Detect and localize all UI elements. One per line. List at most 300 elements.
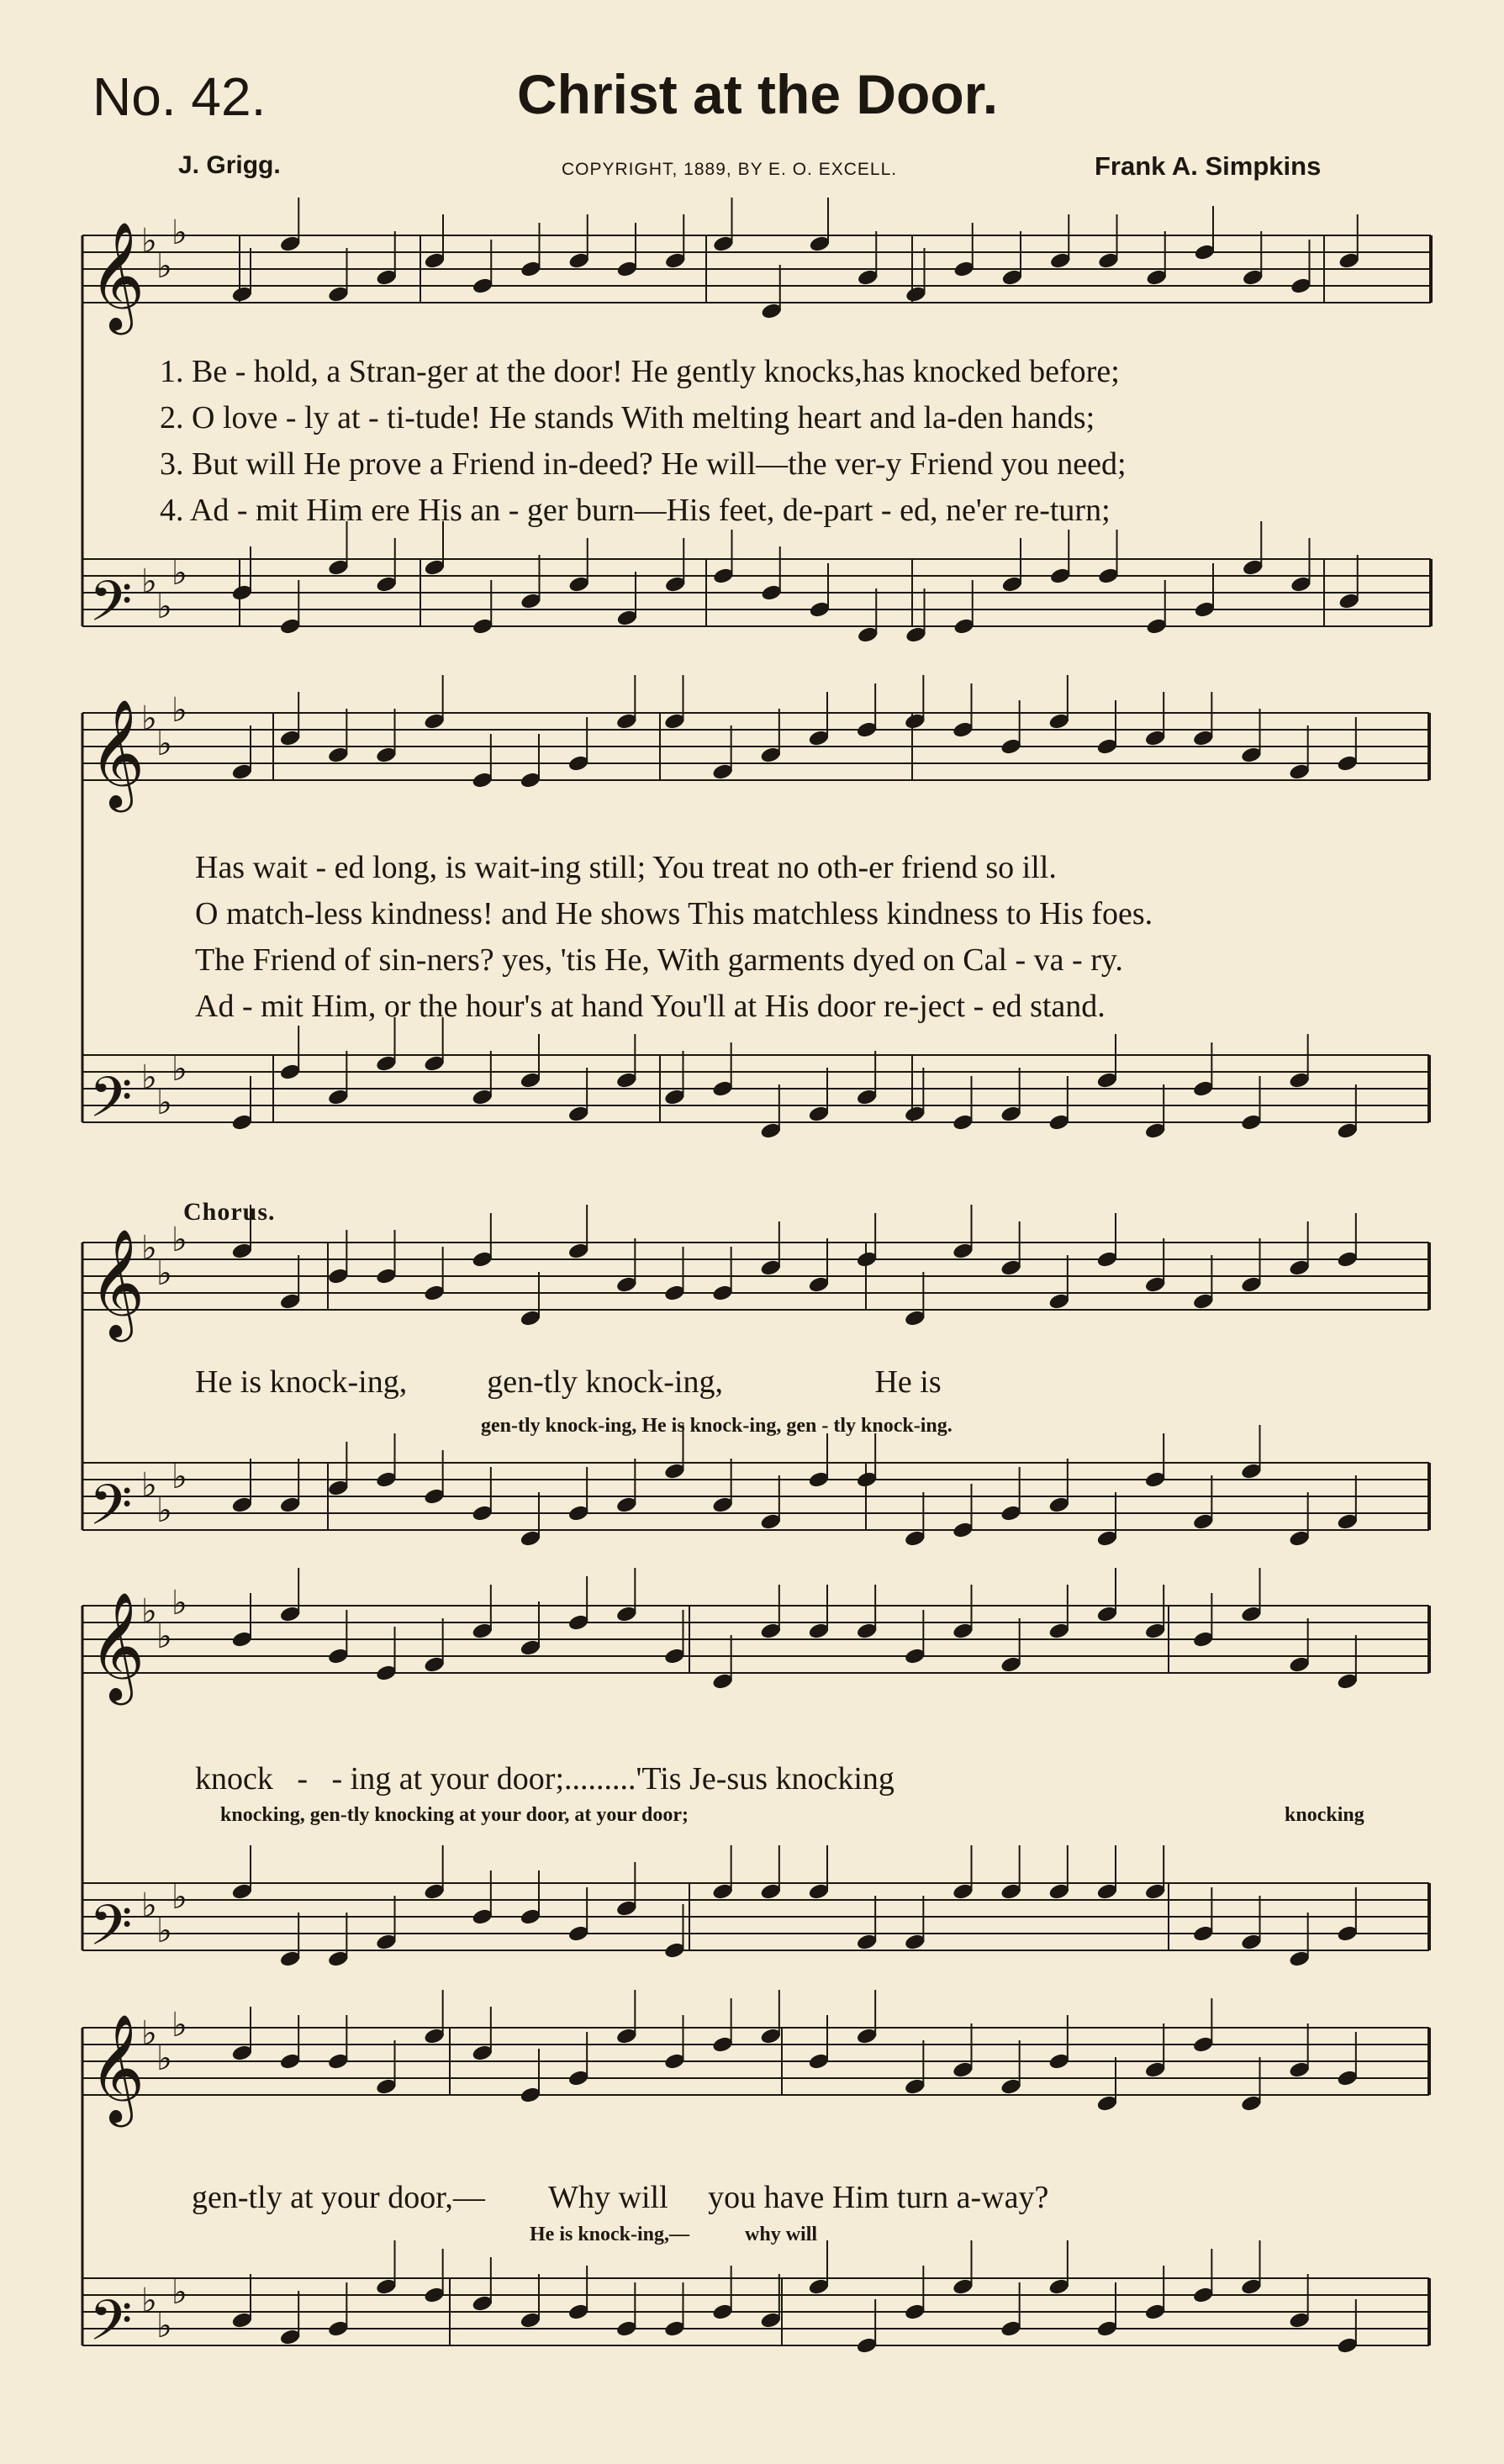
note-head [424,713,445,731]
note-head [856,2337,877,2355]
note-head [1050,567,1071,585]
note-head [712,1496,733,1514]
note-head [664,713,685,731]
note-head [1337,1925,1358,1943]
note-head [712,2036,733,2054]
verse-4-line-a: 4. Ad - mit Him ere His an - ger burn—His feet, de-part - ed, ne'er re-turn; [160,493,1111,528]
note-head [905,1934,926,1951]
note-head [1144,730,1165,747]
note-head [1193,730,1214,747]
flat-icon: ♭ [172,1458,187,1496]
flat-icon: ♭ [156,588,172,626]
flat-icon: ♭ [141,1466,157,1505]
note-head [1289,1072,1310,1090]
note-head [905,626,926,644]
note-head [520,261,541,278]
hymn-title: Christ at the Door. [517,63,999,125]
verse-1-line-b: Has wait - ed long, is wait-ing still; You treat no oth-er friend so ill. [195,850,1057,885]
chorus-bass-line-1: gen-tly knock-ing, He is knock-ing, gen - tly knock-ing. [481,1415,953,1437]
note-head [616,1072,637,1090]
note-head [1337,1122,1358,1140]
note-head [567,2070,588,2087]
note-head [328,747,349,764]
flat-icon: ♭ [156,1912,172,1950]
composer-credit: Frank A. Simpkins [1095,151,1322,181]
note-head [567,2303,588,2321]
note-head [1289,1530,1310,1548]
note-head [376,576,397,594]
note-head [1048,1496,1069,1514]
note-head [424,559,445,577]
note-head [520,593,541,610]
flat-icon: ♭ [172,2006,187,2045]
note-head [472,1251,493,1269]
verse-4-line-b: Ad - mit Him, or the hour's at hand You'll at His door re-ject - ed stand. [195,989,1106,1024]
note-head [231,584,252,602]
flat-icon: ♭ [141,1058,157,1097]
note-head [1243,269,1264,287]
note-head [279,1496,300,1514]
note-head [520,1310,541,1327]
note-head [808,1622,829,1640]
note-head [279,730,300,747]
note-head [472,1622,493,1640]
note-head [760,1259,781,1277]
verse-1-line-a: 1. Be - hold, a Stran-ger at the door! He gently knocks,has knocked before; [160,354,1120,389]
note-head [953,618,974,636]
treble-clef-icon: 𝄞 [89,2013,145,2123]
note-head [760,747,781,764]
note-head [1098,567,1119,585]
note-head [858,269,879,287]
note-head [1144,1883,1165,1901]
flat-icon: ♭ [156,1254,172,1293]
note-head [279,2053,300,2071]
note-head [616,1606,637,1623]
note-head [1096,1606,1117,1623]
flat-icon: ♭ [172,1221,187,1259]
verse-3-line-b: The Friend of sin-ners? yes, 'tis He, With garments dyed on Cal - va - ry. [195,942,1123,978]
note-head [424,1883,445,1901]
note-head [567,1925,588,1943]
note-head [520,1072,541,1090]
note-head [520,1530,541,1548]
chorus-bass-line-3: He is knock-ing,— why will [530,2224,818,2245]
note-head [1337,2337,1358,2355]
flat-icon: ♭ [156,2307,172,2345]
note-head [1193,1513,1214,1531]
treble-clef-icon: 𝄞 [89,1591,145,1701]
note-head [1000,1656,1021,1674]
note-head [808,2278,829,2296]
note-head [953,1522,974,1539]
copyright-notice: COPYRIGHT, 1889, BY E. O. EXCELL. [562,160,898,179]
bass-clef-icon: 𝄢 [89,1065,133,1143]
note-head [1048,1883,1069,1901]
note-head [664,1463,685,1480]
verse-2-line-a: 2. O love - ly at - ti-tude! He stands With melting heart and la-den hands; [160,400,1095,435]
note-head [231,1496,252,1514]
note-head [567,1505,588,1522]
note-head [231,1243,252,1260]
verse-2-line-b: O match-less kindness! and He shows This matchless kindness to His foes. [195,896,1153,931]
note-head [1098,252,1119,270]
note-head [1193,2036,1214,2054]
note-head [616,713,637,731]
note-head [279,1063,300,1081]
note-head [376,1934,397,1951]
bass-clef-icon: 𝄢 [89,1473,133,1551]
note-head [1193,1293,1214,1311]
note-head [905,2078,926,2096]
note-head [953,2061,974,2079]
treble-clef-icon: 𝄞 [89,1228,145,1338]
note-head [279,2329,300,2346]
note-head [1048,1114,1069,1132]
flat-icon: ♭ [172,1878,187,1917]
note-head [856,1622,877,1640]
note-head [424,1488,445,1506]
note-head [1096,1883,1117,1901]
note-head [760,2312,781,2329]
note-head [856,2028,877,2045]
note-head [808,1105,829,1123]
note-head [712,1673,733,1691]
note-head [856,1251,877,1269]
note-head [1241,1114,1262,1132]
note-head [1096,1072,1117,1090]
note-head [712,763,733,781]
note-head [665,252,686,270]
note-head [1144,1276,1165,1294]
note-head [713,567,734,585]
note-head [1194,244,1215,261]
chorus-bass-line-2-end: knocking [1285,1804,1364,1826]
note-head [905,1530,926,1548]
treble-clef-icon: 𝄞 [89,699,145,808]
note-head [1193,1631,1214,1649]
note-head [280,618,301,636]
note-head [1241,1276,1262,1294]
note-head [1146,618,1167,636]
note-head [567,755,588,773]
note-head [761,303,782,320]
note-head [1096,1251,1117,1269]
note-head [472,277,493,295]
note-head [1144,2303,1165,2321]
note-head [809,601,830,619]
note-head [1289,763,1310,781]
note-head [567,1243,588,1260]
note-head [808,1471,829,1489]
note-head [953,1883,974,1901]
note-head [664,1648,685,1665]
note-head [761,584,782,602]
note-head [424,2287,445,2304]
note-head [1289,1656,1310,1674]
note-head [712,1883,733,1901]
note-head [231,1883,252,1901]
note-head [231,763,252,781]
flat-icon: ♭ [156,1084,172,1122]
note-head [231,1114,252,1132]
note-head [1241,2278,1262,2296]
note-head [856,1471,877,1489]
note-head [1144,2061,1165,2079]
note-head [858,626,879,644]
flat-icon: ♭ [172,214,187,252]
note-head [1144,1471,1165,1489]
note-head [664,1942,685,1960]
note-head [472,1908,493,1926]
note-head [376,1665,397,1682]
note-head [424,1285,445,1302]
note-head [1289,2312,1310,2329]
chorus-line-1: He is knock-ing, gen-tly knock-ing, He is [195,1364,942,1400]
note-head [808,2053,829,2071]
note-head [1241,1934,1262,1951]
note-head [856,1089,877,1106]
flat-icon: ♭ [156,1617,172,1656]
note-head [1337,2070,1358,2087]
note-head [1241,2095,1262,2113]
note-head [1000,2320,1021,2338]
flat-icon: ♭ [141,1229,157,1268]
note-head [520,1908,541,1926]
note-head [520,2312,541,2329]
flat-icon: ♭ [141,699,157,738]
note-head [1193,1080,1214,1098]
note-head [231,1631,252,1649]
note-head [376,269,397,287]
note-head [520,1639,541,1657]
note-head [1289,2061,1310,2079]
note-head [328,559,349,577]
note-head [1144,1122,1165,1140]
note-head [472,618,493,636]
note-head [231,2045,252,2062]
note-head [376,747,397,764]
note-head [1048,1293,1069,1311]
note-head [664,2320,685,2338]
note-head [856,721,877,739]
note-head [1241,747,1262,764]
note-head [424,252,445,270]
note-head [1289,1259,1310,1277]
note-head [953,1114,974,1132]
note-head [1337,755,1358,773]
note-head [712,2303,733,2321]
note-head [809,235,830,253]
flat-icon: ♭ [141,222,157,261]
note-head [328,286,349,303]
note-head [1337,1673,1358,1691]
note-head [567,1614,588,1632]
note-head [472,2045,493,2062]
note-head [1337,1251,1358,1269]
note-head [665,576,686,594]
flat-icon: ♭ [156,247,172,286]
note-head [905,1648,926,1665]
note-head [953,1243,974,1260]
note-head [760,1622,781,1640]
flat-icon: ♭ [156,1491,172,1530]
note-head [1289,1950,1310,1968]
note-head [1000,1105,1021,1123]
note-head [1000,2078,1021,2096]
flat-icon: ♭ [141,562,157,601]
note-head [472,1089,493,1106]
note-head [376,2278,397,2296]
note-head [808,1276,829,1294]
note-head [808,730,829,747]
note-head [1096,2095,1117,2113]
bass-clef-icon: 𝄢 [89,1893,133,1971]
chorus-line-2: knock - - ing at your door;.........'Tis Je-sus knocking [195,1761,894,1797]
note-head [1241,1463,1262,1480]
note-head [1048,2278,1069,2296]
flat-icon: ♭ [141,1886,157,1925]
note-head [1194,601,1215,619]
bass-clef-icon: 𝄢 [89,2288,133,2366]
note-head [1338,252,1359,270]
flat-icon: ♭ [156,2039,172,2078]
note-head [279,1606,300,1623]
flat-icon: ♭ [141,1592,157,1631]
note-head [1337,1513,1358,1531]
note-head [1290,277,1311,295]
note-head [616,261,637,278]
flat-icon: ♭ [172,2273,187,2312]
note-head [1146,269,1167,287]
note-head [953,721,974,739]
note-head [424,2028,445,2045]
note-head [376,1055,397,1073]
note-head [712,1285,733,1302]
note-head [328,1089,349,1106]
note-head [424,1656,445,1674]
note-head [328,1268,349,1285]
note-head [616,1496,637,1514]
chorus-bass-line-2: knocking, gen-tly knocking at your door, at your door; [220,1804,689,1826]
note-head [376,1471,397,1489]
note-head [1241,1606,1262,1623]
note-head [1000,738,1021,756]
note-head [568,252,589,270]
treble-clef-icon: 𝄞 [89,221,145,330]
note-head [424,1055,445,1073]
note-head [664,1089,685,1106]
note-head [616,2320,637,2338]
note-head [953,1622,974,1640]
note-head [1243,559,1264,577]
note-head [616,2028,637,2045]
flat-icon: ♭ [172,691,187,730]
note-head [760,1883,781,1901]
note-head [905,1310,926,1327]
note-head [328,1648,349,1665]
note-head [231,286,252,303]
note-head [1001,269,1022,287]
note-head [1096,738,1117,756]
note-head [1048,1622,1069,1640]
note-head [328,1950,349,1968]
note-head [520,772,541,789]
chorus-label: Chorus. [183,1198,276,1226]
note-head [905,286,926,303]
note-head [616,609,637,627]
note-head [760,1513,781,1531]
note-head [472,772,493,789]
note-head [279,1950,300,1968]
note-head [1338,593,1359,610]
note-head [1000,1259,1021,1277]
note-head [664,2053,685,2071]
note-head [1000,1505,1021,1522]
note-head [1193,2287,1214,2304]
note-head [328,2320,349,2338]
note-head [1048,713,1069,731]
note-head [568,576,589,594]
note-head [905,713,926,731]
note-head [1000,1883,1021,1901]
flat-icon: ♭ [141,2282,157,2320]
note-head [376,2078,397,2096]
note-head [567,1105,588,1123]
note-head [905,1105,926,1123]
note-head [472,2295,493,2313]
note-head [328,1480,349,1497]
note-head [1193,1925,1214,1943]
note-head [279,1293,300,1311]
note-head [231,2312,252,2329]
note-head [712,1080,733,1098]
note-head [1050,252,1071,270]
flat-icon: ♭ [156,725,172,763]
flat-icon: ♭ [172,554,187,593]
note-head [1144,1622,1165,1640]
note-head [760,1122,781,1140]
note-head [856,1934,877,1951]
note-head [616,1276,637,1294]
note-head [1096,1530,1117,1548]
verse-3-line-a: 3. But will He prove a Friend in-deed? He will—the ver-y Friend you need; [160,446,1127,482]
note-head [905,2303,926,2321]
note-head [953,261,974,278]
note-head [616,1900,637,1918]
note-head [664,1285,685,1302]
note-head [376,1268,397,1285]
lyricist-credit: J. Grigg. [178,151,281,179]
note-head [808,1883,829,1901]
note-head [472,1505,493,1522]
note-head [520,2087,541,2104]
note-head [1290,576,1311,594]
note-head [328,2053,349,2071]
flat-icon: ♭ [172,1050,187,1089]
note-head [1048,2053,1069,2071]
note-head [1001,576,1022,594]
note-head [1096,2320,1117,2338]
hymn-number: No. 42. [92,66,266,127]
note-head [760,2028,781,2045]
flat-icon: ♭ [172,1584,187,1622]
bass-clef-icon: 𝄢 [89,569,133,647]
note-head [713,235,734,253]
flat-icon: ♭ [141,2014,157,2053]
chorus-line-3: gen-tly at your door,— Why will you have Him turn a-way? [192,2180,1049,2215]
note-head [280,235,301,253]
